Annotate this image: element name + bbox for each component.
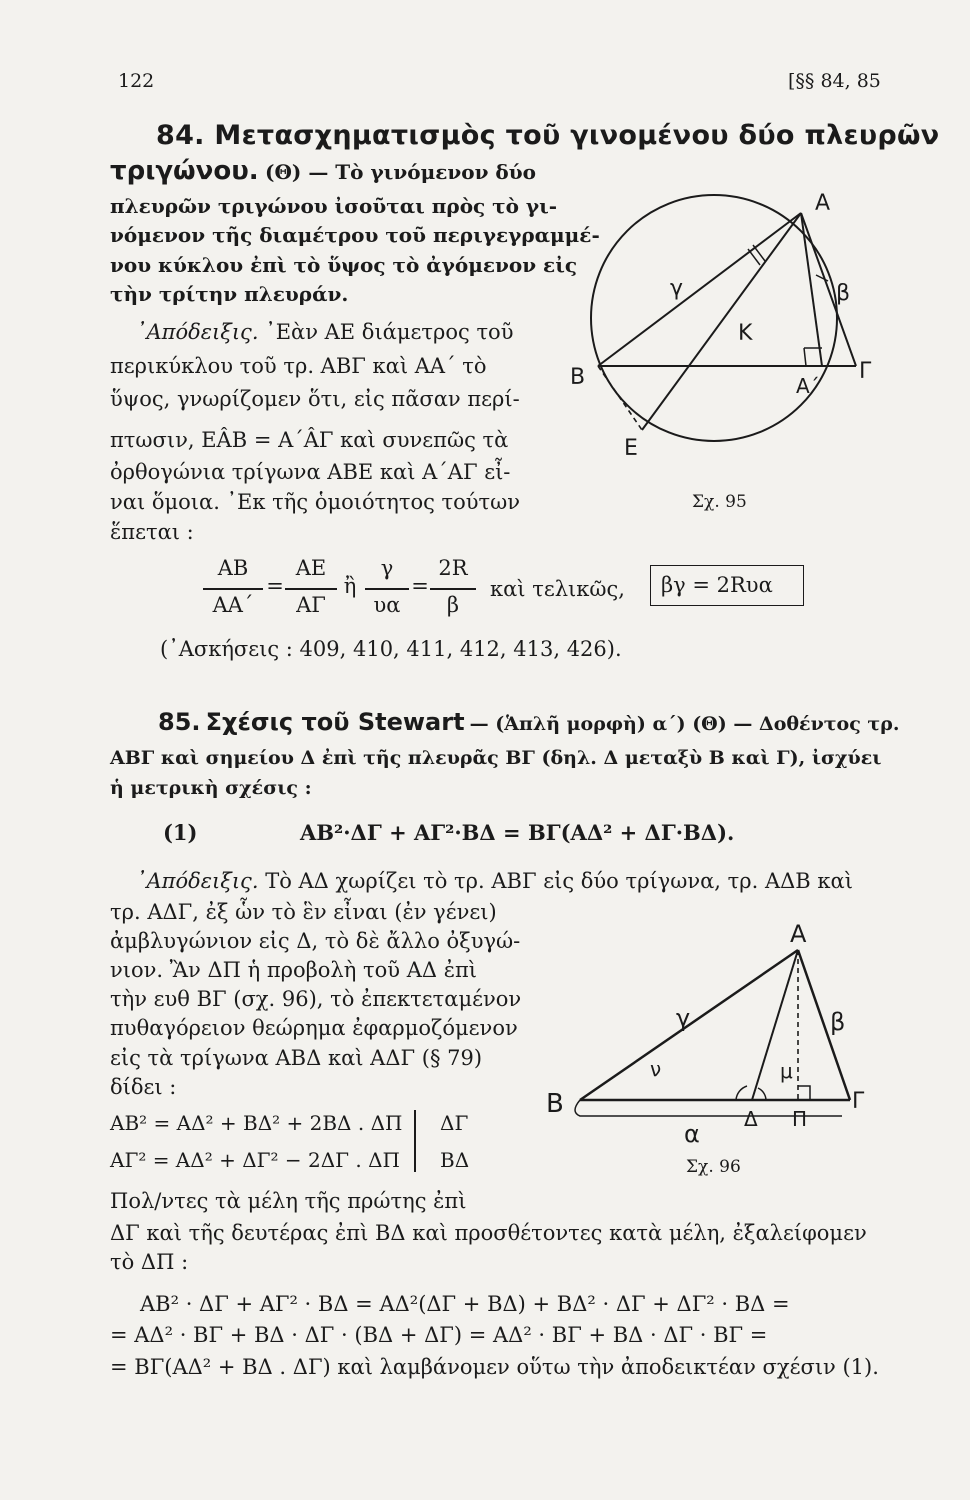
- section-reference: [§§ 84, 85: [788, 70, 881, 92]
- label-nu: ν: [650, 1057, 662, 1081]
- fraction-numerator: γ: [380, 556, 394, 580]
- section-84-title-cont: τριγώνου.: [110, 156, 259, 186]
- finally-text: καὶ τελικῶς,: [490, 577, 625, 601]
- label-beta: β: [830, 1008, 846, 1036]
- label-D: Δ: [744, 1107, 758, 1131]
- exercises-84: (᾿Ασκήσεις : 409, 410, 411, 412, 413, 426).: [160, 637, 622, 661]
- system-eq-2: ΑΓ² = ΑΔ² + ΔΓ² − 2ΔΓ . ΔΠ: [110, 1148, 400, 1172]
- angle-arc: [758, 1088, 766, 1100]
- theorem-line: πλευρῶν τριγώνου ἰσοῦται πρὸς τὸ γι-: [110, 194, 558, 218]
- after-text: ΔΓ καὶ τῆς δευτέρας ἐπὶ ΒΔ καὶ προσθέτοντες κατὰ μέλη, ἐξαλείφομεν: [110, 1221, 867, 1245]
- figure-96-caption: Σχ. 96: [686, 1157, 741, 1177]
- section-85-number: 85.: [158, 708, 201, 736]
- diameter-ae: [642, 213, 801, 430]
- theorem-line: νόμενον τῆς διαμέτρου τοῦ περιγεγραμμέ-: [110, 223, 600, 247]
- proof-label: ᾿Απόδειξις.: [136, 869, 259, 893]
- proof-85-line: δίδει :: [110, 1075, 177, 1099]
- side-ab: [598, 213, 801, 366]
- fraction-denominator: β: [446, 593, 460, 617]
- label-A1: Α΄: [796, 374, 820, 398]
- label-B: Β: [570, 365, 586, 390]
- fraction-denominator: υα: [373, 593, 401, 617]
- page-number: 122: [118, 70, 155, 92]
- system-multiplier-2: ΒΔ: [440, 1148, 470, 1172]
- fraction-bar: [203, 588, 263, 590]
- proof-84-line: ναι ὅμοια. ᾿Εκ τῆς ὁμοιότητος τούτων: [110, 490, 521, 514]
- angle-arc: [736, 1086, 747, 1100]
- system-divider: [414, 1110, 416, 1172]
- altitude-aa1: [801, 213, 822, 366]
- equation-label: (1): [163, 820, 198, 845]
- section-85-title: [158, 708, 899, 736]
- fraction-numerator: ΑΕ: [295, 556, 327, 580]
- after-text: Πολ/ντες τὰ μέλη τῆς πρώτης ἐπὶ: [110, 1189, 467, 1213]
- section-85-name: Σχέσις τοῦ Stewart: [205, 708, 465, 736]
- label-A: Α: [815, 191, 831, 216]
- label-G: Γ: [852, 1089, 865, 1114]
- label-beta: β: [836, 281, 851, 306]
- fraction-bar: [285, 588, 337, 590]
- section-84-title: 84. Μετασχηματισμὸς τοῦ γινομένου δύο πλευρῶν: [156, 120, 940, 151]
- proof-84-line: ἕπεται :: [110, 520, 194, 544]
- section-85-statement: ΑΒΓ καὶ σημείου Δ ἐπὶ τῆς πλευρᾶς ΒΓ (δηλ. Δ μεταξὺ Β καὶ Γ), ἰσχύει: [110, 747, 882, 769]
- angle-mark: [816, 275, 828, 281]
- right-angle-mark: [798, 1086, 810, 1100]
- boxed-result: βγ = 2Rυα: [650, 565, 804, 606]
- figure-96: [540, 920, 865, 1190]
- equals-sign: =: [266, 574, 284, 598]
- label-P: Π: [792, 1107, 808, 1131]
- equals-sign: =: [411, 574, 429, 598]
- proof-84-line: πτωσιν, ΕÂΒ = Α΄ÂΓ καὶ συνεπῶς τὰ: [110, 428, 509, 452]
- label-A: Α: [790, 920, 807, 948]
- label-gamma: γ: [676, 1004, 691, 1032]
- proof-85-line: νιον. Ἂν ΔΠ ἡ προβολὴ τοῦ ΑΔ ἐπὶ: [110, 958, 478, 982]
- final-derivation: = ΑΔ² · ΒΓ + ΒΔ · ΔΓ · (ΒΔ + ΔΓ) = ΑΔ² · ΒΓ + ΒΔ · ΔΓ · ΒΓ =: [110, 1323, 768, 1347]
- system-eq-1: ΑΒ² = ΑΔ² + ΒΔ² + 2ΒΔ . ΔΠ: [110, 1111, 403, 1135]
- figure-95-caption: Σχ. 95: [692, 492, 747, 512]
- or-word: ἢ: [343, 574, 357, 598]
- proof-text: Τὸ ΑΔ χωρίζει τὸ τρ. ΑΒΓ εἰς δύο τρίγωνα, τρ. ΑΔΒ καὶ: [265, 869, 853, 893]
- fraction-numerator: 2R: [438, 556, 468, 580]
- final-derivation: ΑΒ² · ΔΓ + ΑΓ² · ΒΔ = ΑΔ²(ΔΓ + ΒΔ) + ΒΔ² · ΔΓ + ΔΓ² · ΒΔ =: [140, 1292, 790, 1316]
- fraction-denominator: ΑΓ: [296, 593, 326, 617]
- proof-84-line: [136, 317, 513, 348]
- proof-84-line: ὕψος, γνωρίζομεν ὅτι, εἰς πᾶσαν περί-: [110, 387, 520, 411]
- label-mu: μ: [780, 1059, 793, 1083]
- figure-95: [560, 185, 872, 512]
- section-85-rest: — (Ἁπλῆ μορφὴ) α΄) (Θ) — Δοθέντος τρ.: [469, 713, 900, 735]
- circumcircle: [591, 195, 837, 441]
- section-84-statement-first-line: [110, 156, 536, 186]
- theorem-line: τὴν τρίτην πλευράν.: [110, 282, 349, 306]
- theorem-line: (Θ) — Τὸ γινόμενον δύο: [265, 160, 536, 184]
- label-E: Ε: [624, 436, 638, 461]
- section-85-statement: ἡ μετρικὴ σχέσις :: [110, 777, 312, 799]
- fraction-bar: [430, 588, 476, 590]
- right-angle-mark: [804, 348, 806, 366]
- fraction-numerator: ΑΒ: [217, 556, 249, 580]
- label-B: Β: [546, 1089, 564, 1119]
- fraction-bar: [365, 588, 409, 590]
- proof-85-line: εἰς τὰ τρίγωνα ΑΒΔ καὶ ΑΔΓ (§ 79): [110, 1046, 483, 1070]
- proof-text: ᾿Εὰν ΑΕ διάμετρος τοῦ: [265, 320, 514, 344]
- proof-84-line: περικύκλου τοῦ τρ. ΑΒΓ καὶ ΑΑ΄ τὸ: [110, 354, 487, 378]
- label-alpha: α: [684, 1120, 700, 1148]
- after-text: τὸ ΔΠ :: [110, 1250, 189, 1274]
- proof-85-line: τρ. ΑΔΓ, ἐξ ὧν τὸ ἓν εἶναι (ἐν γένει): [110, 900, 497, 924]
- label-G: Γ: [859, 359, 872, 384]
- label-gamma: γ: [670, 276, 684, 301]
- proof-84-line: ὀρθογώνια τρίγωνα ΑΒΕ καὶ Α΄ΑΓ εἶ-: [110, 460, 511, 484]
- fraction-denominator: ΑΑ΄: [212, 593, 254, 617]
- proof-85-line: τὴν ευθ ΒΓ (σχ. 96), τὸ ἐπεκτεταμένον: [110, 987, 522, 1011]
- proof-85-line: πυθαγόρειον θεώρημα ἐφαρμοζόμενον: [110, 1016, 518, 1040]
- proof-85-line: [136, 866, 853, 897]
- theorem-line: νου κύκλου ἐπὶ τὸ ὕψος τὸ ἀγόμενον εἰς: [110, 253, 578, 277]
- system-multiplier-1: ΔΓ: [440, 1111, 469, 1135]
- final-derivation: = ΒΓ(ΑΔ² + ΒΔ . ΔΓ) καὶ λαμβάνομεν οὕτω τὴν ἀποδεικτέαν σχέσιν (1).: [110, 1355, 879, 1379]
- proof-85-line: ἀμβλυγώνιον εἰς Δ, τὸ δὲ ἄλλο ὀξυγώ-: [110, 929, 521, 953]
- stewart-equation: ΑΒ²·ΔΓ + ΑΓ²·ΒΔ = ΒΓ(ΑΔ² + ΔΓ·ΒΔ).: [300, 820, 735, 845]
- proof-label: ᾿Απόδειξις.: [136, 320, 259, 344]
- label-K: Κ: [738, 321, 753, 346]
- chord-be: [598, 366, 642, 430]
